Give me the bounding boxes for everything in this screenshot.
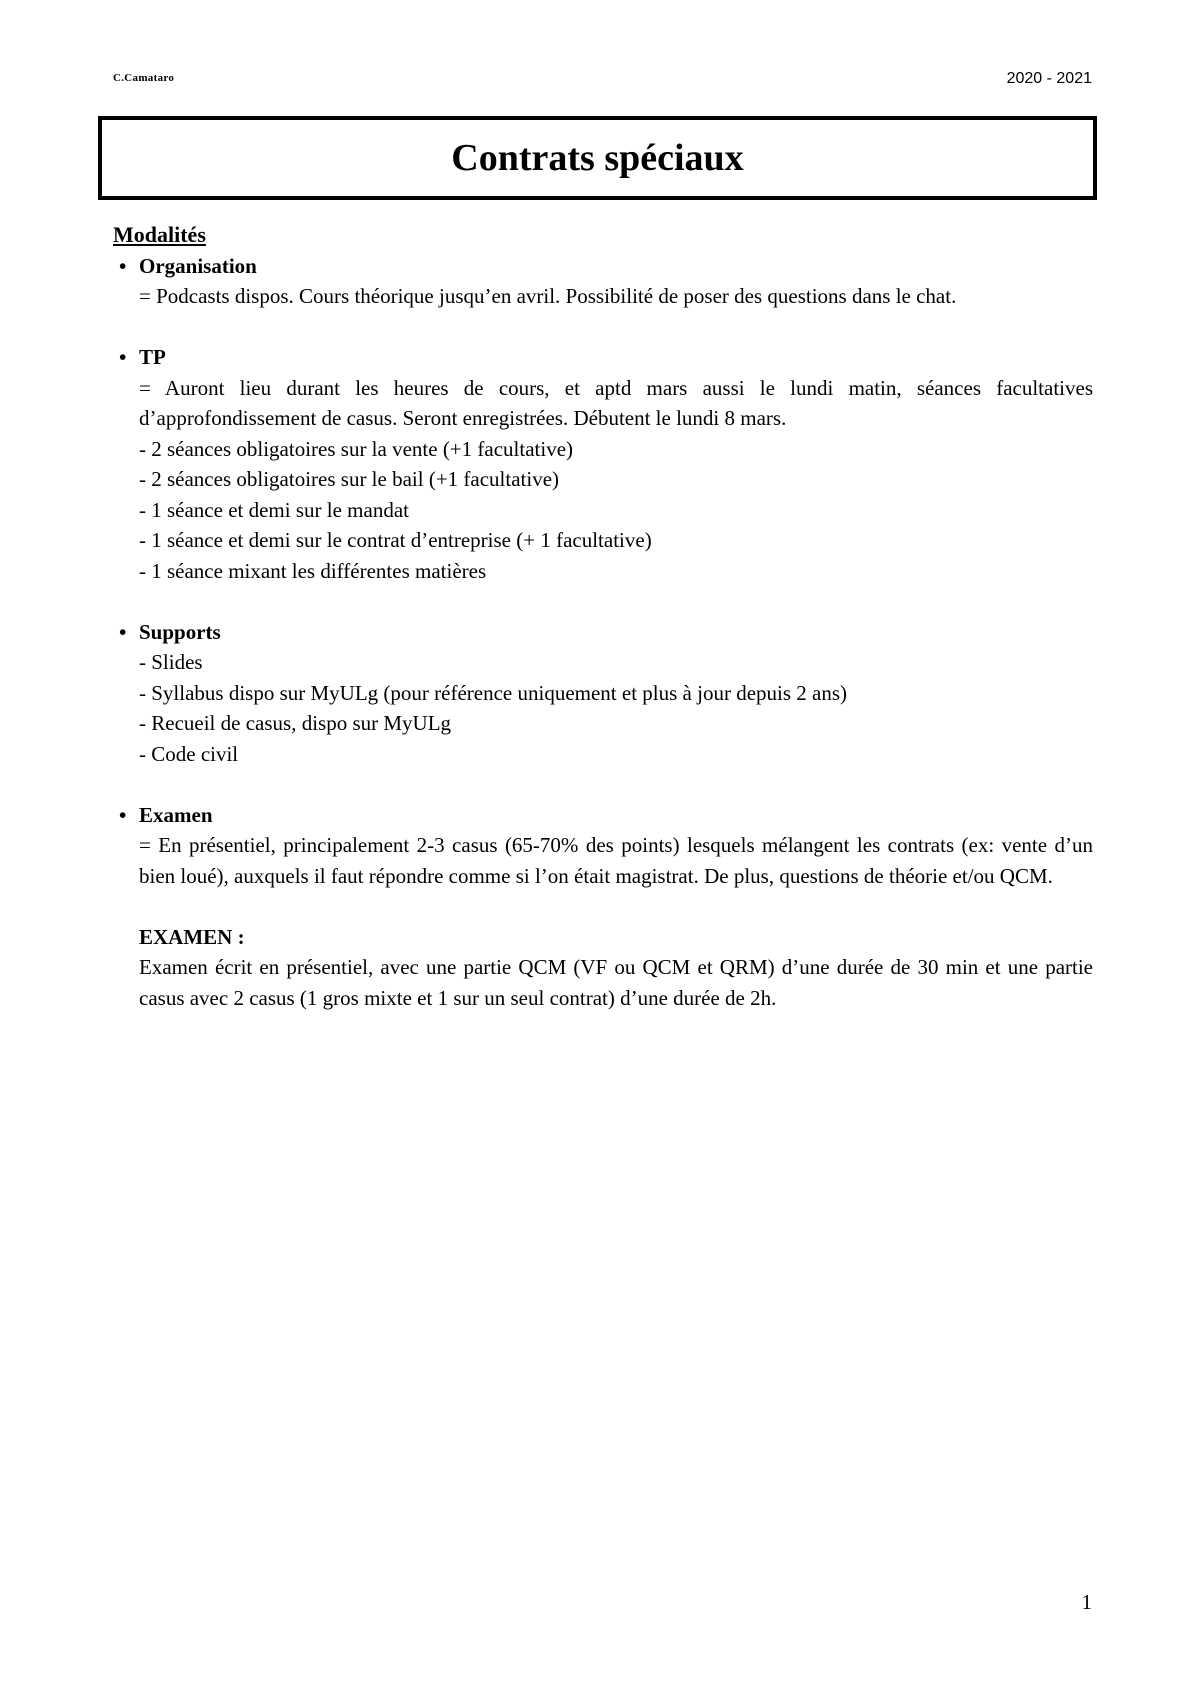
section-title: Modalités bbox=[113, 222, 206, 247]
list-item: - 1 séance et demi sur le contrat d’entreprise (+ 1 facultative) bbox=[139, 528, 652, 552]
document-title: Contrats spéciaux bbox=[451, 137, 744, 179]
item-title-organisation: Organisation bbox=[139, 253, 257, 278]
list-item: - Syllabus dispo sur MyULg (pour référence uniquement et plus à jour depuis 2 ans) bbox=[139, 680, 848, 705]
list-item: - Code civil bbox=[139, 741, 239, 766]
bullet-icon: • bbox=[119, 345, 127, 369]
bullet-icon: • bbox=[119, 802, 127, 827]
item-text-organisation: = Podcasts dispos. Cours théorique jusqu’en avril. Possibilité de poser des questions dans le chat. bbox=[139, 284, 957, 308]
item-text-tp: = Auront lieu durant les heures de cours, et aptd mars aussi le lundi matin, séances facultatives d’approfondissement de casus. Seront enregistrées. Débutent le lundi 8 mars. bbox=[139, 375, 1093, 430]
list-item: - 2 séances obligatoires sur le bail (+1 facultative) bbox=[139, 467, 560, 491]
title-box bbox=[98, 116, 1097, 200]
item-supports bbox=[113, 617, 1093, 770]
exam-subtext: Examen écrit en présentiel, avec une partie QCM (VF ou QCM et QRM) d’une durée de 30 min et une partie casus avec 2 casus (1 gros mixte et 1 sur un seul contrat) d’une durée de 2h. bbox=[139, 955, 1093, 1010]
item-title-examen: Examen bbox=[139, 802, 213, 827]
header-author: C.Camataro bbox=[113, 72, 175, 84]
item-tp bbox=[113, 342, 1093, 586]
list-item: - 2 séances obligatoires sur la vente (+1 facultative) bbox=[139, 436, 574, 461]
item-title-tp: TP bbox=[139, 345, 166, 369]
bullet-icon: • bbox=[119, 619, 127, 644]
page-number: 1 bbox=[1081, 1590, 1092, 1614]
list-item: - 1 séance et demi sur le mandat bbox=[139, 497, 409, 522]
header-year: 2020 - 2021 bbox=[1006, 70, 1092, 87]
list-item: - 1 séance mixant les différentes matières bbox=[139, 558, 487, 583]
item-examen bbox=[113, 800, 1093, 1014]
exam-subtitle: EXAMEN : bbox=[139, 924, 245, 949]
item-title-supports: Supports bbox=[139, 619, 221, 644]
bullet-icon: • bbox=[119, 253, 127, 278]
document-body bbox=[113, 220, 1093, 1013]
list-item: - Recueil de casus, dispo sur MyULg bbox=[139, 711, 452, 735]
item-organisation bbox=[113, 251, 1093, 312]
item-text-examen: = En présentiel, principalement 2-3 casus (65-70% des points) lesquels mélangent les contrats (ex: vente d’un bien loué), auxquels il faut répondre comme si l’on était magistrat. De plus, questions de théorie et/ou QCM. bbox=[139, 833, 1093, 888]
list-item: - Slides bbox=[139, 650, 203, 674]
